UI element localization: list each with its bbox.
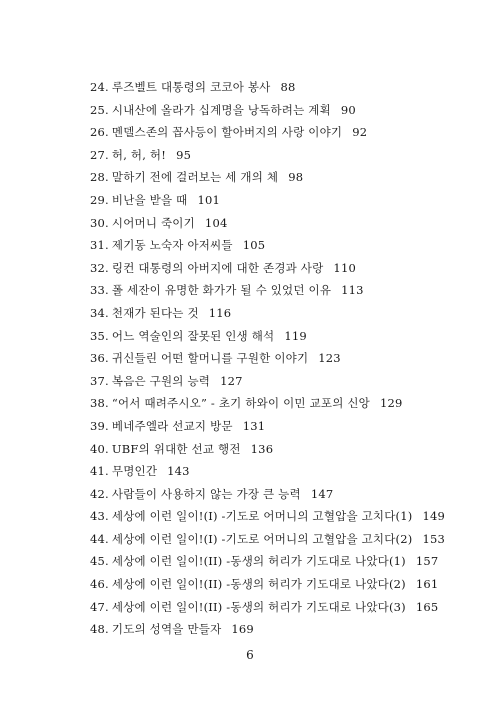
- toc-entry-title: 세상에 이런 일이!(I) -기도로 어머니의 고혈압을 고치다(2): [111, 531, 413, 546]
- toc-entry-number: 41.: [90, 464, 109, 479]
- toc-entry-number: 43.: [90, 509, 109, 524]
- toc-entry-page: 169: [231, 622, 254, 637]
- toc-entry-number: 48.: [90, 622, 109, 637]
- toc-entry-page: 149: [422, 509, 445, 524]
- toc-entry-page: 136: [250, 441, 274, 456]
- toc-entry-page: 165: [415, 599, 439, 614]
- toc-entry-page: 157: [415, 554, 439, 569]
- toc-entry-title: 폴 세잔이 유명한 화가가 될 수 있었던 이유: [111, 283, 332, 298]
- toc-entry-page: 131: [242, 418, 266, 433]
- toc-entry-title: 비난을 받을 때: [111, 192, 188, 207]
- toc-entry: [90, 460, 470, 483]
- toc-entry-page: 95: [176, 147, 192, 162]
- toc-entry-page: 110: [333, 260, 356, 275]
- toc-entry-title: 천재가 된다는 것: [111, 305, 199, 320]
- toc-entry-number: 47.: [90, 599, 109, 614]
- toc-entry-number: 33.: [90, 283, 109, 298]
- toc-entry: [90, 415, 470, 438]
- toc-entry-number: 44.: [90, 531, 109, 546]
- toc-entry-title: 사람들이 사용하지 않는 가장 큰 능력: [111, 486, 301, 501]
- toc-entry-title: 말하기 전에 걸러보는 세 개의 체: [111, 170, 279, 185]
- toc-entry-title: 세상에 이런 일이!(II) -동생의 허리가 기도대로 나았다(1): [111, 554, 406, 569]
- toc-entry: [90, 279, 470, 302]
- toc-entry-page: 92: [352, 125, 368, 140]
- toc-entry: [90, 121, 470, 144]
- toc-entry-number: 46.: [90, 577, 109, 592]
- toc-entry-title: UBF의 위대한 선교 행전: [111, 441, 241, 456]
- toc-entry-number: 40.: [90, 441, 109, 456]
- toc-entry-title: 귀신들린 어떤 할머니를 구원한 이야기: [111, 351, 309, 366]
- toc-entry-page: 101: [197, 192, 221, 207]
- toc-entry-page: 98: [288, 170, 304, 185]
- toc-entry-page: 113: [341, 283, 364, 298]
- toc-entry-title: 시내산에 올라가 십계명을 낭독하려는 계획: [111, 102, 331, 117]
- toc-entry-number: 24.: [90, 80, 109, 94]
- toc-entry-number: 25.: [90, 102, 109, 117]
- toc-entry-number: 34.: [90, 305, 109, 320]
- toc-entry: [90, 166, 470, 189]
- toc-entry-page: 147: [310, 486, 334, 501]
- toc-entry: [90, 189, 470, 212]
- table-of-contents: [90, 76, 470, 641]
- toc-entry: [90, 347, 470, 370]
- toc-entry-title: 세상에 이런 일이!(II) -동생의 허리가 기도대로 나았다(3): [111, 599, 406, 614]
- toc-entry-number: 35.: [90, 328, 109, 343]
- toc-entry-number: 39.: [90, 418, 109, 433]
- toc-entry-title: 베네주엘라 선교지 방문: [111, 418, 233, 433]
- toc-entry: [90, 528, 470, 551]
- page-number: 6: [246, 648, 254, 662]
- toc-entry: [90, 325, 470, 348]
- toc-entry: [90, 99, 470, 122]
- toc-entry-title: 기도의 성역을 만들자: [111, 622, 222, 637]
- toc-entry-page: 127: [220, 373, 243, 388]
- toc-entry: [90, 550, 470, 573]
- toc-entry-title: 무명인간: [111, 464, 158, 479]
- toc-entry: [90, 483, 470, 506]
- toc-entry-number: 26.: [90, 125, 109, 140]
- toc-entry-page: 143: [167, 464, 190, 479]
- toc-entry: [90, 573, 470, 596]
- toc-entry: [90, 438, 470, 461]
- toc-entry-page: 105: [242, 238, 266, 253]
- toc-entry-title: 어느 역술인의 잘못된 인생 해석: [111, 328, 275, 343]
- toc-entry-title: 멘델스존의 꼽사등이 할아버지의 사랑 이야기: [111, 125, 343, 140]
- toc-entry: [90, 370, 470, 393]
- toc-entry-number: 38.: [90, 396, 109, 411]
- toc-entry: [90, 234, 470, 257]
- toc-entry: [90, 596, 470, 619]
- toc-entry-number: 45.: [90, 554, 109, 569]
- toc-entry-title: 세상에 이런 일이!(II) -동생의 허리가 기도대로 나았다(2): [111, 577, 406, 592]
- toc-entry-number: 30.: [90, 215, 109, 230]
- toc-entry-number: 31.: [90, 238, 109, 253]
- toc-entry-number: 29.: [90, 192, 109, 207]
- toc-entry-page: 104: [204, 215, 228, 230]
- toc-entry-number: 37.: [90, 373, 109, 388]
- toc-entry: [90, 76, 470, 99]
- toc-entry-page: 153: [422, 531, 445, 546]
- toc-entry: [90, 505, 470, 528]
- toc-entry-page: 116: [208, 305, 232, 320]
- toc-entry-number: 32.: [90, 260, 109, 275]
- toc-entry-page: 90: [340, 102, 356, 117]
- toc-entry-page: 123: [318, 351, 341, 366]
- toc-entry-title: 허, 허, 허!: [111, 147, 167, 162]
- toc-entry: [90, 257, 470, 280]
- toc-entry-title: 링컨 대통령의 아버지에 대한 존경과 사랑: [111, 260, 324, 275]
- toc-entry-page: 129: [380, 396, 403, 411]
- toc-entry-title: “어서 때려주시오” - 초기 하와이 이민 교포의 신앙: [111, 396, 370, 411]
- toc-entry-page: 88: [280, 80, 296, 94]
- toc-entry-title: 세상에 이런 일이!(I) -기도로 어머니의 고혈압을 고치다(1): [111, 509, 413, 524]
- toc-entry: [90, 618, 470, 641]
- toc-entry-number: 27.: [90, 147, 109, 162]
- toc-entry-title: 복음은 구원의 능력: [111, 373, 211, 388]
- toc-entry: [90, 302, 470, 325]
- toc-entry-number: 28.: [90, 170, 109, 185]
- toc-entry: [90, 144, 470, 167]
- toc-entry: [90, 392, 470, 415]
- toc-entry: [90, 212, 470, 235]
- toc-entry-title: 시어머니 죽이기: [111, 215, 195, 230]
- toc-entry-number: 42.: [90, 486, 109, 501]
- toc-entry-number: 36.: [90, 351, 109, 366]
- toc-entry-title: 루즈벨트 대통령의 코코아 봉사: [111, 80, 271, 94]
- toc-entry-page: 119: [284, 328, 307, 343]
- toc-entry-page: 161: [415, 577, 439, 592]
- toc-entry-title: 제기동 노숙자 아저씨들: [111, 238, 233, 253]
